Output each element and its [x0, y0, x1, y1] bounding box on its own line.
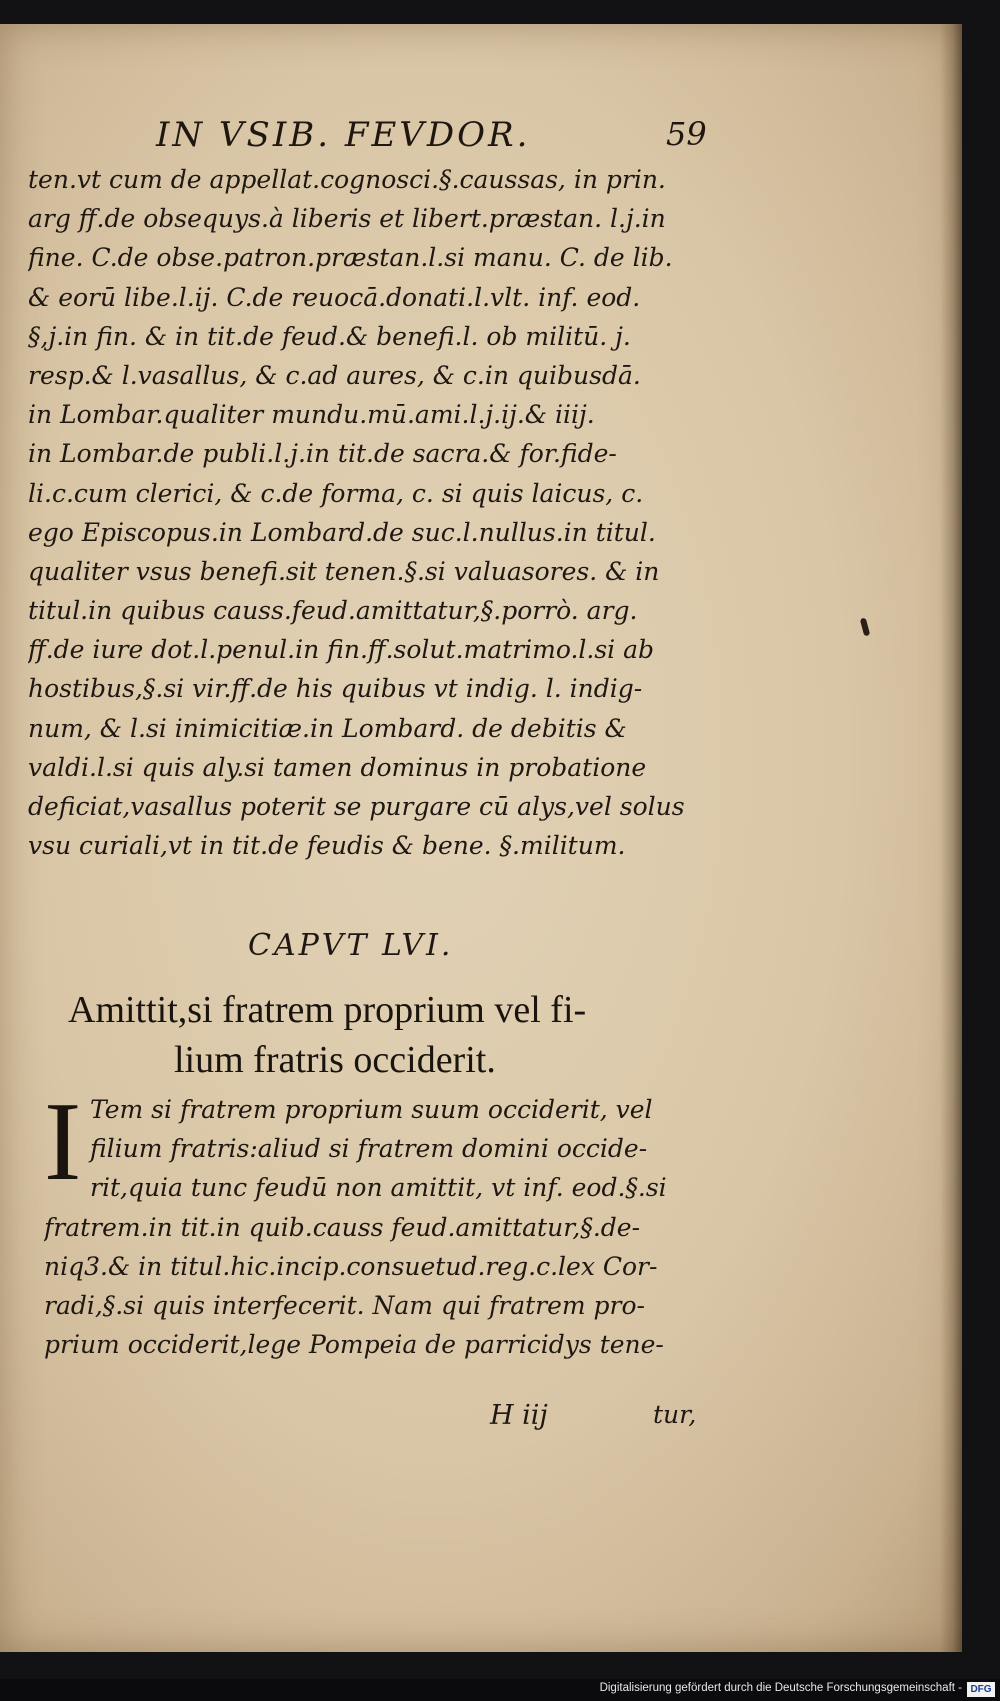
text-line: fine. C.de obse.patron.præstan.l.si manu. C. de lib.: [28, 243, 673, 273]
heading-line: Amittit,si fratrem proprium vel fi-: [68, 989, 587, 1031]
text-line: prium occiderit,lege Pompeia de parricidys tene-: [44, 1330, 664, 1360]
section-heading: [68, 985, 708, 1085]
text-line: §,j.in fin. & in tit.de feud.& benefi.l. ob militū. j.: [28, 321, 631, 351]
text-line: fratrem.in tit.in quib.causs feud.amittatur,§.de-: [44, 1212, 641, 1242]
heading-line: lium fratris occiderit.: [174, 1039, 496, 1081]
text-line: qualiter vsus benefi.sit tenen.§.si valuasores. & in: [28, 556, 660, 586]
drop-cap: I: [44, 1080, 82, 1204]
commentary-text-block: [28, 160, 728, 865]
text-line: Tem si fratrem proprium suum occiderit, vel: [90, 1095, 653, 1124]
text-line: & eorū libe.l.ij. C.de reuocā.donati.l.vlt. inf. eod.: [28, 282, 641, 312]
text-line: niq3.& in titul.hic.incip.consuetud.reg.c.lex Cor-: [44, 1251, 658, 1281]
text-line: num, & l.si inimicitiæ.in Lombard. de debitis &: [28, 713, 627, 743]
page-header: [0, 115, 962, 163]
text-line: hostibus,§.si vir.ff.de his quibus vt indig. l. indig-: [28, 674, 643, 704]
funding-credit: Digitalisierung gefördert durch die Deutsche Forschungsgemeinschaft -: [599, 1682, 962, 1694]
page-edge-shadow: [940, 24, 962, 1652]
dfg-logo: DFG: [967, 1682, 995, 1697]
text-line: li.c.cum clerici, & c.de forma, c. si quis laicus, c.: [28, 478, 644, 508]
running-head: IN VSIB. FEVDOR.: [156, 115, 531, 155]
text-line: rit,quia tunc feudū non amittit, vt inf. eod.§.si: [90, 1173, 667, 1203]
chapter-title: CAPVT LVI.: [248, 928, 454, 963]
text-line: deficiat,vasallus poterit se purgare cū alys,vel solus: [28, 792, 685, 821]
text-line: vsu curiali,vt in tit.de feudis & bene. §.militum.: [28, 831, 626, 861]
text-line: arg ff.de obsequys.à liberis et libert.præstan. l.j.in: [28, 204, 666, 234]
text-line: ten.vt cum de appellat.cognosci.§.caussas, in prin.: [28, 165, 666, 194]
text-line: filium fratris:aliud si fratrem domini occide-: [90, 1134, 648, 1164]
chapter-paragraph: [44, 1080, 744, 1364]
text-line: in Lombar.qualiter mundu.mū.ami.l.j.ij.& iiij.: [28, 400, 595, 430]
page-number: 59: [666, 115, 707, 153]
footer-bar: [0, 1679, 1000, 1701]
text-line: radi,§.si quis interfecerit. Nam qui fratrem pro-: [44, 1290, 646, 1320]
text-line: ff.de iure dot.l.penul.in fin.ff.solut.matrimo.l.si ab: [28, 635, 655, 665]
text-line: ego Episcopus.in Lombard.de suc.l.nullus.in titul.: [28, 517, 656, 547]
text-line: titul.in quibus causs.feud.amittatur,§.porrò. arg.: [28, 596, 638, 626]
text-line: valdi.l.si quis aly.si tamen dominus in probatione: [28, 752, 647, 782]
signature-mark: H iij: [490, 1400, 548, 1431]
text-line: in Lombar.de publi.l.j.in tit.de sacra.& for.fide-: [28, 439, 617, 469]
text-line: resp.& l.vasallus, & c.ad aures, & c.in quibusdā.: [28, 360, 641, 390]
catchword: tur,: [653, 1400, 697, 1429]
